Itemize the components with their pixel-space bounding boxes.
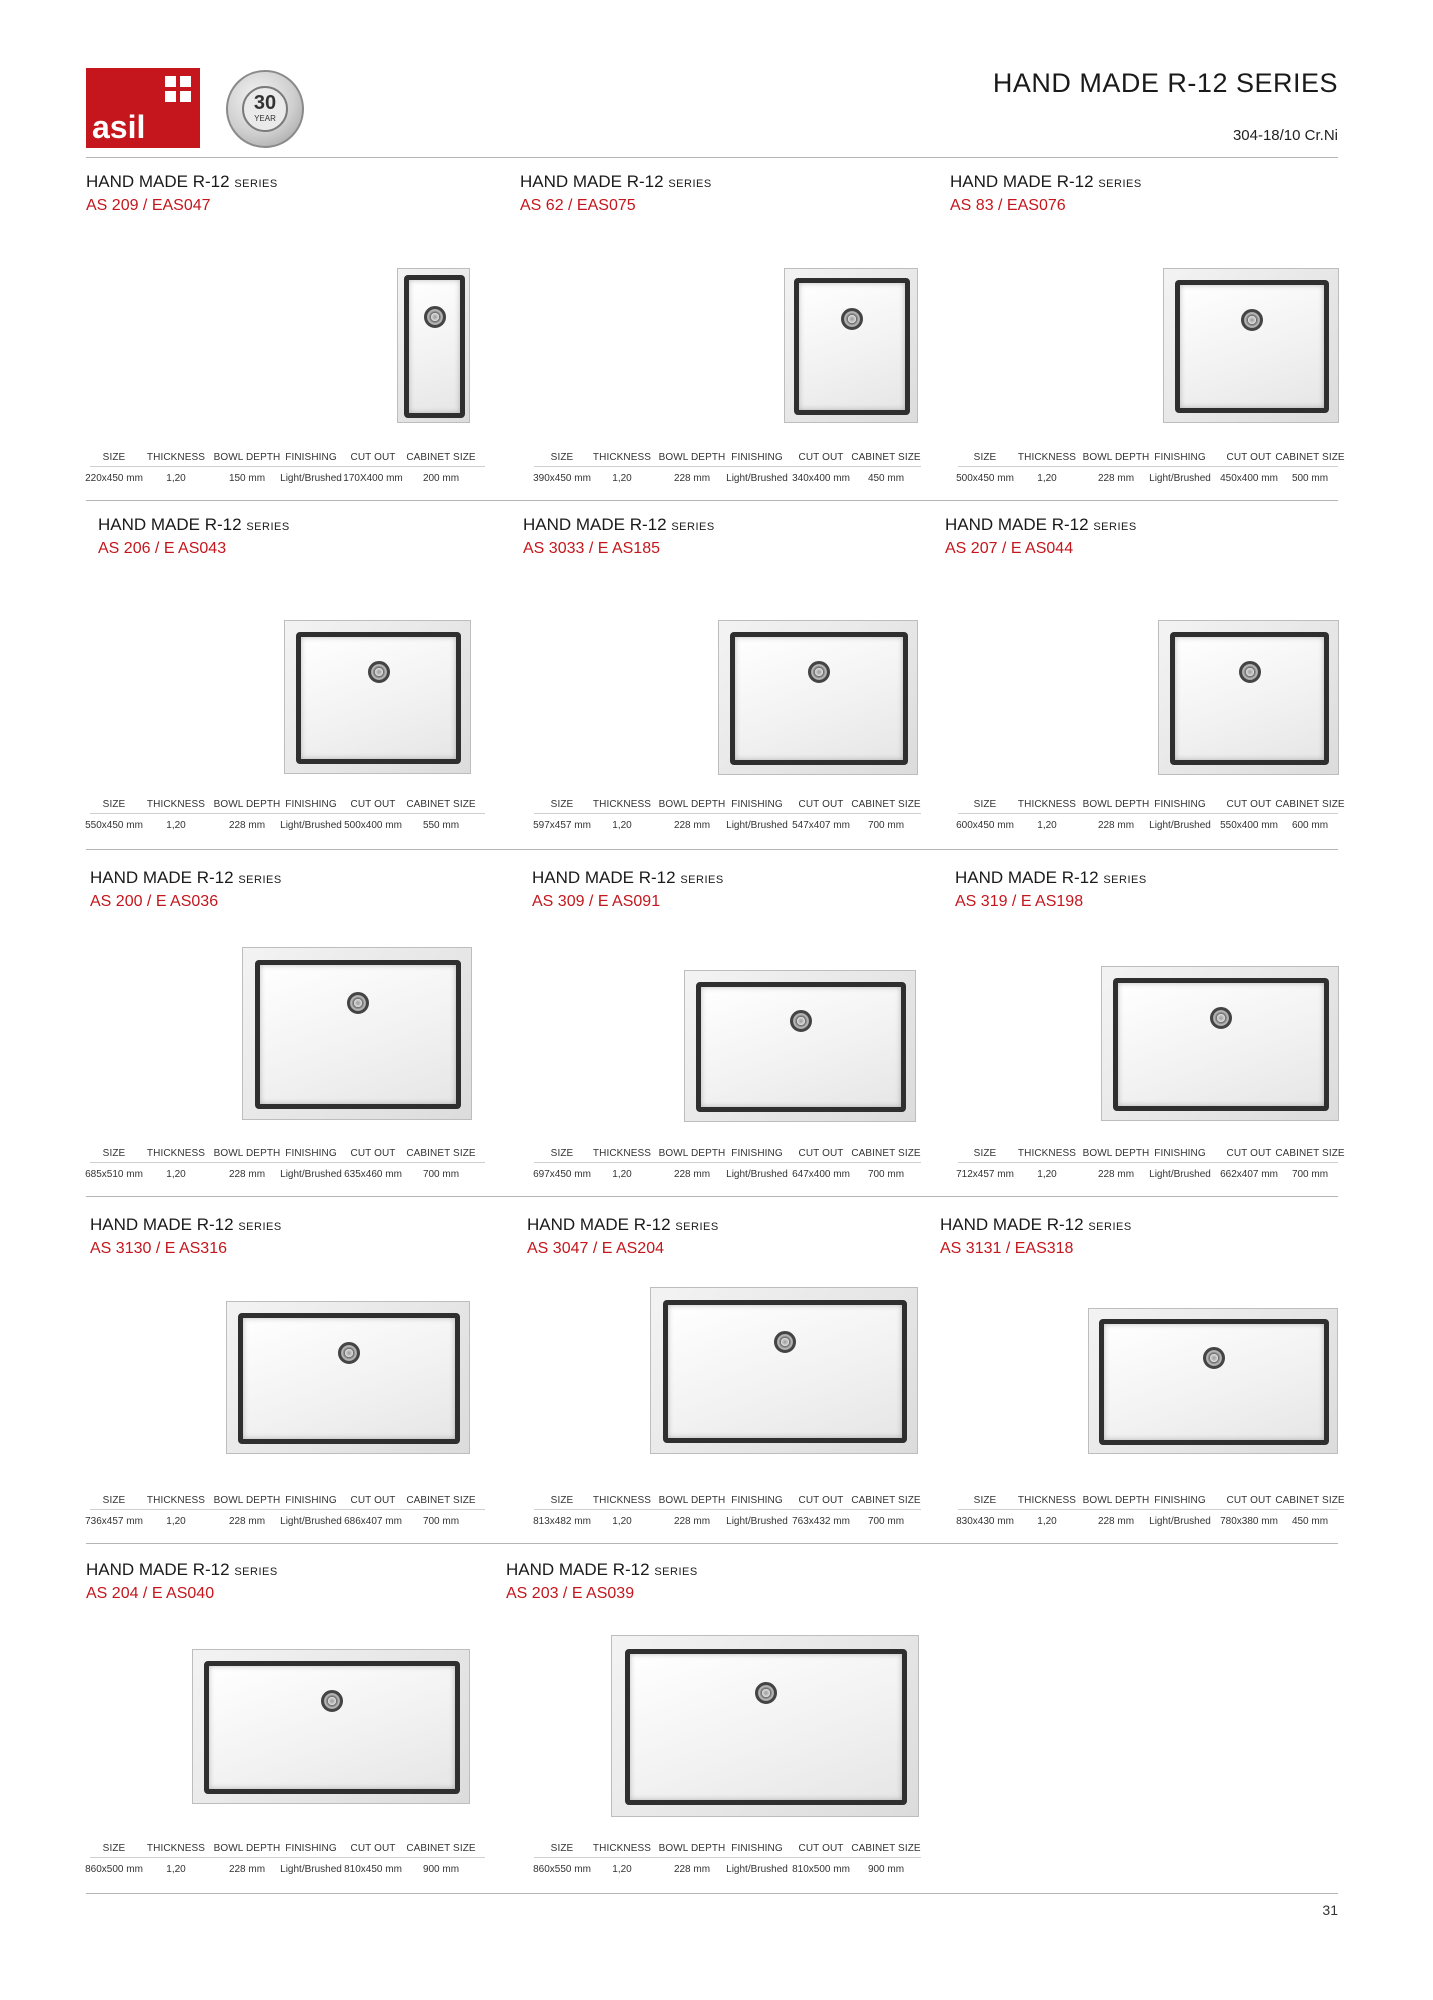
product-title-main: HAND MADE R-12 [955, 868, 1099, 887]
drain-icon [774, 1331, 796, 1353]
sink-image [1158, 620, 1339, 775]
product-code: AS 203 / E AS039 [506, 1585, 635, 1602]
spec-header: FINISHING [285, 1148, 337, 1159]
spec-header: CUT OUT [1226, 452, 1272, 463]
spec-value: 736x457 mm [85, 1516, 143, 1527]
spec-header: BOWL DEPTH [658, 452, 726, 463]
spec-value: 700 mm [867, 1516, 905, 1527]
spec-value: 500x400 mm [344, 820, 402, 831]
spec-header: CUT OUT [1226, 1495, 1272, 1506]
product-title-main: HAND MADE R-12 [523, 515, 667, 534]
spec-header: CUT OUT [798, 1495, 844, 1506]
product-title [520, 172, 712, 192]
spec-header: CUT OUT [350, 799, 396, 810]
product-code: AS 3047 / E AS204 [527, 1240, 664, 1257]
product-title-main: HAND MADE R-12 [86, 1560, 230, 1579]
spec-header: CABINET SIZE [851, 452, 921, 463]
spec-table-divider [958, 813, 1338, 814]
logo-text: asil [92, 109, 146, 145]
sink-image [242, 947, 472, 1120]
spec-value: 763x432 mm [792, 1516, 850, 1527]
page-number: 31 [1322, 1902, 1338, 1918]
drain-icon [790, 1010, 812, 1032]
spec-header: CABINET SIZE [1275, 1495, 1345, 1506]
spec-value: Light/Brushed [1149, 1169, 1211, 1180]
spec-value: 1,20 [166, 1169, 186, 1180]
spec-header: SIZE [550, 1148, 574, 1159]
spec-table-divider [958, 466, 1338, 467]
sink-bowl [1099, 1319, 1329, 1445]
spec-header: SIZE [550, 1495, 574, 1506]
product-code: AS 3131 / EAS318 [940, 1240, 1074, 1257]
spec-header: CUT OUT [798, 799, 844, 810]
spec-value: 150 mm [228, 473, 266, 484]
spec-header: CABINET SIZE [851, 1148, 921, 1159]
spec-value: 1,20 [166, 473, 186, 484]
product-title-series: SERIES [654, 1566, 698, 1578]
sink-image [1101, 966, 1339, 1121]
sink-image [684, 970, 916, 1122]
spec-value: 900 mm [867, 1864, 905, 1875]
spec-table [0, 452, 1433, 492]
spec-table-divider [958, 1509, 1338, 1510]
spec-header: CUT OUT [798, 1843, 844, 1854]
product-title-main: HAND MADE R-12 [90, 868, 234, 887]
sink-image [397, 268, 470, 423]
drain-icon [321, 1690, 343, 1712]
spec-header: THICKNESS [592, 1495, 652, 1506]
spec-header: FINISHING [731, 1148, 783, 1159]
sink-image [1163, 268, 1339, 423]
product-title-series: SERIES [234, 1566, 278, 1578]
sink-bowl [696, 982, 906, 1112]
spec-header: BOWL DEPTH [213, 452, 281, 463]
row-divider [86, 500, 1338, 501]
spec-value: 228 mm [673, 1516, 711, 1527]
warranty-label: YEAR [254, 114, 276, 123]
sink-bowl [663, 1300, 907, 1443]
spec-header: FINISHING [285, 1495, 337, 1506]
spec-header: BOWL DEPTH [213, 1843, 281, 1854]
spec-table-divider [958, 1162, 1338, 1163]
sink-image [284, 620, 471, 774]
spec-header: CUT OUT [798, 452, 844, 463]
spec-header: CABINET SIZE [1275, 799, 1345, 810]
product-title [90, 1215, 282, 1235]
product-title [527, 1215, 719, 1235]
spec-value: 228 mm [228, 1169, 266, 1180]
spec-header: CABINET SIZE [851, 799, 921, 810]
product-title-series: SERIES [234, 178, 278, 190]
spec-value: 1,20 [612, 1516, 632, 1527]
product-title-main: HAND MADE R-12 [940, 1215, 1084, 1234]
sink-image [1088, 1308, 1338, 1454]
spec-value: 600 mm [1291, 820, 1329, 831]
spec-value: 1,20 [166, 1516, 186, 1527]
warranty-years: 30 [253, 92, 277, 114]
spec-value: 550x400 mm [1220, 820, 1278, 831]
spec-value: 685x510 mm [85, 1169, 143, 1180]
spec-table [0, 1843, 1433, 1883]
product-title-main: HAND MADE R-12 [90, 1215, 234, 1234]
sink-image [226, 1301, 470, 1454]
spec-header: SIZE [102, 452, 126, 463]
spec-value: Light/Brushed [280, 473, 342, 484]
spec-value: 228 mm [673, 820, 711, 831]
spec-header: BOWL DEPTH [1082, 1495, 1150, 1506]
product-title-series: SERIES [668, 178, 712, 190]
product-code: AS 207 / E AS044 [945, 540, 1074, 557]
sink-bowl [1113, 978, 1329, 1111]
spec-value: Light/Brushed [726, 1516, 788, 1527]
product-code: AS 206 / E AS043 [98, 540, 227, 557]
product-title-main: HAND MADE R-12 [945, 515, 1089, 534]
logo-square [180, 91, 191, 102]
spec-value: 550 mm [422, 820, 460, 831]
spec-value: 1,20 [1037, 820, 1057, 831]
spec-value: Light/Brushed [280, 1864, 342, 1875]
page-title: HAND MADE R-12 SERIES [992, 68, 1338, 98]
sink-bowl [1175, 280, 1329, 413]
product-title-series: SERIES [1093, 521, 1137, 533]
sink-image [784, 268, 918, 423]
sink-bowl [255, 960, 461, 1109]
product-title [532, 868, 724, 888]
spec-value: 228 mm [228, 1864, 266, 1875]
spec-header: SIZE [973, 799, 997, 810]
spec-value: 500 mm [1291, 473, 1329, 484]
spec-header: THICKNESS [592, 452, 652, 463]
product-title-series: SERIES [238, 874, 282, 886]
spec-value: Light/Brushed [280, 1516, 342, 1527]
spec-value: Light/Brushed [726, 820, 788, 831]
spec-header: SIZE [973, 1148, 997, 1159]
product-title [945, 515, 1137, 535]
spec-value: 1,20 [166, 820, 186, 831]
spec-header: FINISHING [731, 1495, 783, 1506]
product-code: AS 83 / EAS076 [950, 197, 1066, 214]
spec-value: Light/Brushed [1149, 473, 1211, 484]
spec-value: 686x407 mm [344, 1516, 402, 1527]
product-title [940, 1215, 1132, 1235]
logo-square [165, 76, 176, 87]
spec-value: 340x400 mm [792, 473, 850, 484]
sink-bowl [238, 1313, 460, 1444]
spec-value: 900 mm [422, 1864, 460, 1875]
spec-header: FINISHING [285, 1843, 337, 1854]
spec-header: CUT OUT [350, 1495, 396, 1506]
drain-icon [1210, 1007, 1232, 1029]
spec-header: CABINET SIZE [1275, 1148, 1345, 1159]
row-divider [86, 1543, 1338, 1544]
spec-value: 662x407 mm [1220, 1169, 1278, 1180]
spec-value: Light/Brushed [726, 1864, 788, 1875]
spec-header: FINISHING [731, 799, 783, 810]
product-title-main: HAND MADE R-12 [527, 1215, 671, 1234]
spec-value: 450 mm [1291, 1516, 1329, 1527]
spec-header: FINISHING [285, 799, 337, 810]
spec-header: CABINET SIZE [406, 1495, 476, 1506]
spec-header: THICKNESS [146, 452, 206, 463]
product-title [98, 515, 290, 535]
spec-header: SIZE [550, 1843, 574, 1854]
spec-header: CUT OUT [1226, 799, 1272, 810]
spec-header: THICKNESS [146, 1495, 206, 1506]
spec-header: BOWL DEPTH [658, 799, 726, 810]
product-title [506, 1560, 698, 1580]
spec-value: 170X400 mm [343, 473, 403, 484]
spec-header: THICKNESS [1017, 1495, 1077, 1506]
spec-value: 228 mm [1097, 473, 1135, 484]
row-divider [86, 849, 1338, 850]
spec-value: 700 mm [867, 1169, 905, 1180]
product-code: AS 200 / E AS036 [90, 893, 219, 910]
spec-header: BOWL DEPTH [213, 799, 281, 810]
spec-value: 1,20 [612, 1169, 632, 1180]
logo-square [165, 91, 176, 102]
drain-icon [1241, 309, 1263, 331]
spec-value: 220x450 mm [85, 473, 143, 484]
spec-value: 450 mm [867, 473, 905, 484]
spec-value: 1,20 [1037, 473, 1057, 484]
spec-value: 200 mm [422, 473, 460, 484]
product-title-series: SERIES [246, 521, 290, 533]
spec-header: THICKNESS [592, 1843, 652, 1854]
sink-bowl [625, 1649, 907, 1805]
spec-header: CUT OUT [1226, 1148, 1272, 1159]
spec-header: THICKNESS [146, 1148, 206, 1159]
product-title-main: HAND MADE R-12 [506, 1560, 650, 1579]
drain-icon [368, 661, 390, 683]
spec-header: BOWL DEPTH [1082, 1148, 1150, 1159]
spec-value: 700 mm [422, 1169, 460, 1180]
spec-header: THICKNESS [1017, 799, 1077, 810]
spec-header: FINISHING [731, 1843, 783, 1854]
product-code: AS 209 / EAS047 [86, 197, 211, 214]
product-title-series: SERIES [1103, 874, 1147, 886]
spec-header: FINISHING [1154, 799, 1206, 810]
spec-header: SIZE [550, 452, 574, 463]
product-title-series: SERIES [675, 1221, 719, 1233]
sink-bowl [730, 632, 908, 765]
spec-value: 228 mm [1097, 820, 1135, 831]
spec-header: THICKNESS [146, 1843, 206, 1854]
product-code: AS 204 / E AS040 [86, 1585, 215, 1602]
product-title [86, 1560, 278, 1580]
warranty-badge-inner [242, 86, 288, 132]
drain-icon [808, 661, 830, 683]
spec-value: 700 mm [867, 820, 905, 831]
spec-header: SIZE [102, 1495, 126, 1506]
spec-header: BOWL DEPTH [658, 1843, 726, 1854]
row-divider [86, 1196, 1338, 1197]
spec-value: 550x450 mm [85, 820, 143, 831]
spec-value: 390x450 mm [533, 473, 591, 484]
product-code: AS 319 / E AS198 [955, 893, 1084, 910]
sink-image [611, 1635, 919, 1817]
spec-header: CABINET SIZE [851, 1843, 921, 1854]
spec-header: BOWL DEPTH [658, 1148, 726, 1159]
spec-value: Light/Brushed [1149, 820, 1211, 831]
spec-header: BOWL DEPTH [658, 1495, 726, 1506]
sink-bowl [404, 275, 465, 418]
warranty-badge [226, 70, 304, 148]
sink-image [650, 1287, 918, 1454]
spec-value: 500x450 mm [956, 473, 1014, 484]
spec-header: CABINET SIZE [851, 1495, 921, 1506]
spec-value: 810x500 mm [792, 1864, 850, 1875]
spec-header: CUT OUT [350, 1148, 396, 1159]
spec-header: SIZE [973, 452, 997, 463]
sink-bowl [794, 278, 910, 415]
spec-table [0, 1148, 1433, 1188]
spec-value: 860x500 mm [85, 1864, 143, 1875]
spec-value: 1,20 [612, 1864, 632, 1875]
sink-image [718, 620, 918, 775]
spec-header: SIZE [973, 1495, 997, 1506]
spec-header: SIZE [102, 799, 126, 810]
product-title-series: SERIES [1098, 178, 1142, 190]
drain-icon [841, 308, 863, 330]
spec-header: THICKNESS [1017, 452, 1077, 463]
spec-value: 810x450 mm [344, 1864, 402, 1875]
spec-value: 700 mm [422, 1516, 460, 1527]
drain-icon [755, 1682, 777, 1704]
spec-value: 1,20 [1037, 1516, 1057, 1527]
drain-icon [1203, 1347, 1225, 1369]
spec-value: 228 mm [673, 1864, 711, 1875]
spec-table [0, 799, 1433, 839]
spec-value: 228 mm [673, 1169, 711, 1180]
spec-value: 1,20 [612, 820, 632, 831]
spec-header: THICKNESS [1017, 1148, 1077, 1159]
logo-square [180, 76, 191, 87]
spec-value: 547x407 mm [792, 820, 850, 831]
product-code: AS 62 / EAS075 [520, 197, 636, 214]
spec-value: 228 mm [673, 473, 711, 484]
drain-icon [347, 992, 369, 1014]
product-title-series: SERIES [238, 1221, 282, 1233]
sink-image [192, 1649, 470, 1804]
spec-value: 1,20 [1037, 1169, 1057, 1180]
row-divider [86, 1893, 1338, 1894]
spec-value: Light/Brushed [1149, 1516, 1211, 1527]
spec-header: FINISHING [731, 452, 783, 463]
spec-header: BOWL DEPTH [213, 1148, 281, 1159]
sink-bowl [296, 632, 461, 764]
drain-icon [424, 306, 446, 328]
spec-header: CUT OUT [350, 452, 396, 463]
spec-value: Light/Brushed [280, 820, 342, 831]
spec-header: CUT OUT [798, 1148, 844, 1159]
product-title [955, 868, 1147, 888]
spec-header: BOWL DEPTH [1082, 452, 1150, 463]
spec-header: BOWL DEPTH [1082, 799, 1150, 810]
product-title-main: HAND MADE R-12 [98, 515, 242, 534]
spec-value: 635x460 mm [344, 1169, 402, 1180]
product-code: AS 3033 / E AS185 [523, 540, 660, 557]
spec-header: CABINET SIZE [406, 1843, 476, 1854]
header-divider [86, 157, 1338, 158]
spec-value: 830x430 mm [956, 1516, 1014, 1527]
spec-value: 813x482 mm [533, 1516, 591, 1527]
sink-bowl [1170, 632, 1329, 765]
product-code: AS 3130 / E AS316 [90, 1240, 227, 1257]
spec-value: Light/Brushed [726, 473, 788, 484]
spec-header: SIZE [102, 1843, 126, 1854]
product-title-series: SERIES [671, 521, 715, 533]
spec-table [0, 1495, 1433, 1535]
spec-value: 228 mm [228, 1516, 266, 1527]
product-title-series: SERIES [1088, 1221, 1132, 1233]
spec-value: 712x457 mm [956, 1169, 1014, 1180]
product-title [950, 172, 1142, 192]
spec-value: 697x450 mm [533, 1169, 591, 1180]
spec-header: THICKNESS [592, 1148, 652, 1159]
spec-value: 228 mm [1097, 1516, 1135, 1527]
product-title-main: HAND MADE R-12 [950, 172, 1094, 191]
spec-value: 780x380 mm [1220, 1516, 1278, 1527]
drain-icon [1239, 661, 1261, 683]
spec-table-divider [534, 1857, 921, 1858]
spec-header: FINISHING [285, 452, 337, 463]
spec-value: 228 mm [228, 820, 266, 831]
spec-value: 597x457 mm [533, 820, 591, 831]
product-title [523, 515, 715, 535]
spec-header: SIZE [102, 1148, 126, 1159]
brand-logo [86, 68, 200, 148]
spec-value: 1,20 [612, 473, 632, 484]
spec-header: CUT OUT [350, 1843, 396, 1854]
product-title [90, 868, 282, 888]
spec-value: 450x400 mm [1220, 473, 1278, 484]
product-title-series: SERIES [680, 874, 724, 886]
spec-header: THICKNESS [146, 799, 206, 810]
spec-value: 860x550 mm [533, 1864, 591, 1875]
spec-header: THICKNESS [592, 799, 652, 810]
sink-bowl [204, 1661, 460, 1794]
spec-header: CABINET SIZE [406, 452, 476, 463]
spec-header: CABINET SIZE [1275, 452, 1345, 463]
spec-value: 228 mm [1097, 1169, 1135, 1180]
product-title [86, 172, 278, 192]
drain-icon [338, 1342, 360, 1364]
spec-value: 600x450 mm [956, 820, 1014, 831]
spec-value: Light/Brushed [726, 1169, 788, 1180]
spec-header: BOWL DEPTH [213, 1495, 281, 1506]
spec-header: SIZE [550, 799, 574, 810]
product-title-main: HAND MADE R-12 [520, 172, 664, 191]
product-title-main: HAND MADE R-12 [86, 172, 230, 191]
spec-header: CABINET SIZE [406, 1148, 476, 1159]
spec-value: Light/Brushed [280, 1169, 342, 1180]
product-code: AS 309 / E AS091 [532, 893, 661, 910]
spec-value: 1,20 [166, 1864, 186, 1875]
spec-header: FINISHING [1154, 1495, 1206, 1506]
material-spec: 304-18/10 Cr.Ni [1232, 127, 1338, 144]
spec-header: CABINET SIZE [406, 799, 476, 810]
spec-header: FINISHING [1154, 1148, 1206, 1159]
product-title-main: HAND MADE R-12 [532, 868, 676, 887]
spec-value: 647x400 mm [792, 1169, 850, 1180]
spec-header: FINISHING [1154, 452, 1206, 463]
spec-value: 700 mm [1291, 1169, 1329, 1180]
